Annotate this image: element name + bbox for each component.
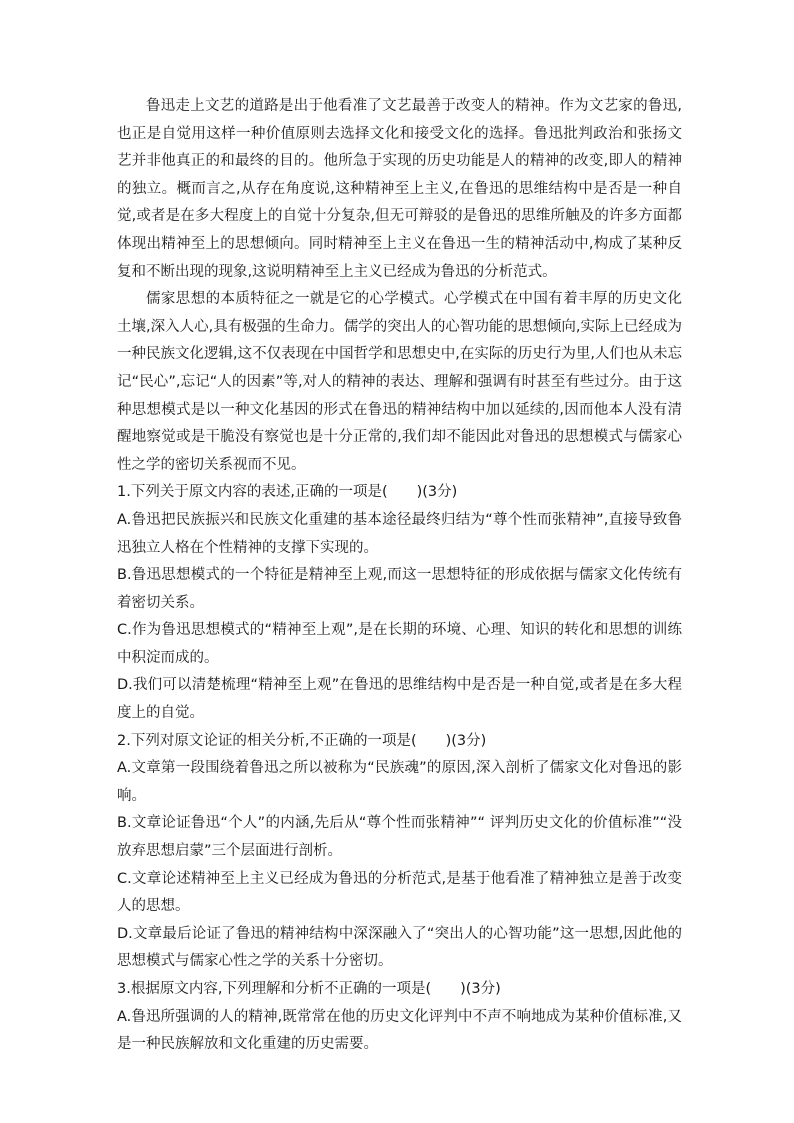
question-2-option-b: B.文章论证鲁迅“个人”的内涵,先后从“尊个性而张精神”“ 评判历史文化的价值标准”“没放弃思想启蒙”三个层面进行剖析。 (117, 815, 682, 860)
passage-paragraph-2: 儒家思想的本质特征之一就是它的心学模式。心学模式在中国有着丰厚的历史文化土壤,深入人心,具有极强的生命力。儒学的突出人的心智功能的思想倾向,实际上已经成为一种民族文化逻辑,这不仅表现在中国哲学和思想史中,在实际的历史行为里,人们也从未忘记“民心”,忘记“人的因素”等,对人的精神的表达、理解和强调有时甚至有些过分。由于这种思想模式是以一种文化基因的形式在鲁迅的精神结构中加以延续的,因而他本人没有清醒地察觉或是干脆没有察觉也是十分正常的,我们却不能因此对鲁迅的思想模式与儒家心性之学的密切关系视而不见。 (117, 291, 682, 473)
passage-paragraph-1: 鲁迅走上文艺的道路是出于他看准了文艺最善于改变人的精神。作为文艺家的鲁迅,也正是自觉用这样一种价值原则去选择文化和接受文化的选择。鲁迅批判政治和张扬文艺并非他真正的和最终的目的。他所急于实现的历史功能是人的精神的改变,即人的精神的独立。概而言之,从存在角度说,这种精神至上主义,在鲁迅的思维结构中是否是一种自觉,或者是在多大程度上的自觉十分复杂,但无可辩驳的是鲁迅的思维所触及的许多方面都体现出精神至上的思想倾向。同时精神至上主义在鲁迅一生的精神活动中,构成了某种反复和不断出现的现象,这说明精神至上主义已经成为鲁迅的分析范式。 (117, 98, 682, 280)
question-2-option-d: D.文章最后论证了鲁迅的精神结构中深深融入了“突出人的心智功能”这一思想,因此他的思想模式与儒家心性之学的关系十分密切。 (117, 925, 682, 970)
question-2-option-a: A.文章第一段围绕着鲁迅之所以被称为“民族魂”的原因,深入剖析了儒家文化对鲁迅的影响。 (117, 760, 682, 804)
question-1-stem: 1.下列关于原文内容的表述,正确的一项是( )(3分) (117, 484, 458, 501)
question-2-option-c: C.文章论述精神至上主义已经成为鲁迅的分析范式,是基于他看准了精神独立是善于改变人的思想。 (117, 870, 682, 915)
question-2 (117, 728, 682, 976)
question-3 (117, 976, 682, 1059)
question-1 (117, 479, 682, 727)
question-1-option-c: C.作为鲁迅思想模式的“精神至上观”,是在长期的环境、心理、知识的转化和思想的训练中积淀而成的。 (117, 622, 682, 666)
question-2-stem: 2.下列对原文论证的相关分析,不正确的一项是( )(3分) (117, 732, 487, 749)
question-1-option-b: B.鲁迅思想模式的一个特征是精神至上观,而这一思想特征的形成依据与儒家文化传统有着密切关系。 (117, 567, 682, 611)
question-1-option-a: A.鲁迅把民族振兴和民族文化重建的基本途径最终归结为“尊个性而张精神”,直接导致鲁迅独立人格在个性精神的支撑下实现的。 (117, 511, 682, 556)
question-3-option-a: A.鲁迅所强调的人的精神,既常常在他的历史文化评判中不声不响地成为某种价值标准,又是一种民族解放和文化重建的历史需要。 (117, 1008, 682, 1053)
question-3-stem: 3.根据原文内容,下列理解和分析不正确的一项是( )(3分) (117, 981, 501, 997)
document-content (117, 93, 682, 1059)
question-1-option-d: D.我们可以清楚梳理“精神至上观”在鲁迅的思维结构中是否是一种自觉,或者是在多大程度上的自觉。 (117, 677, 682, 722)
